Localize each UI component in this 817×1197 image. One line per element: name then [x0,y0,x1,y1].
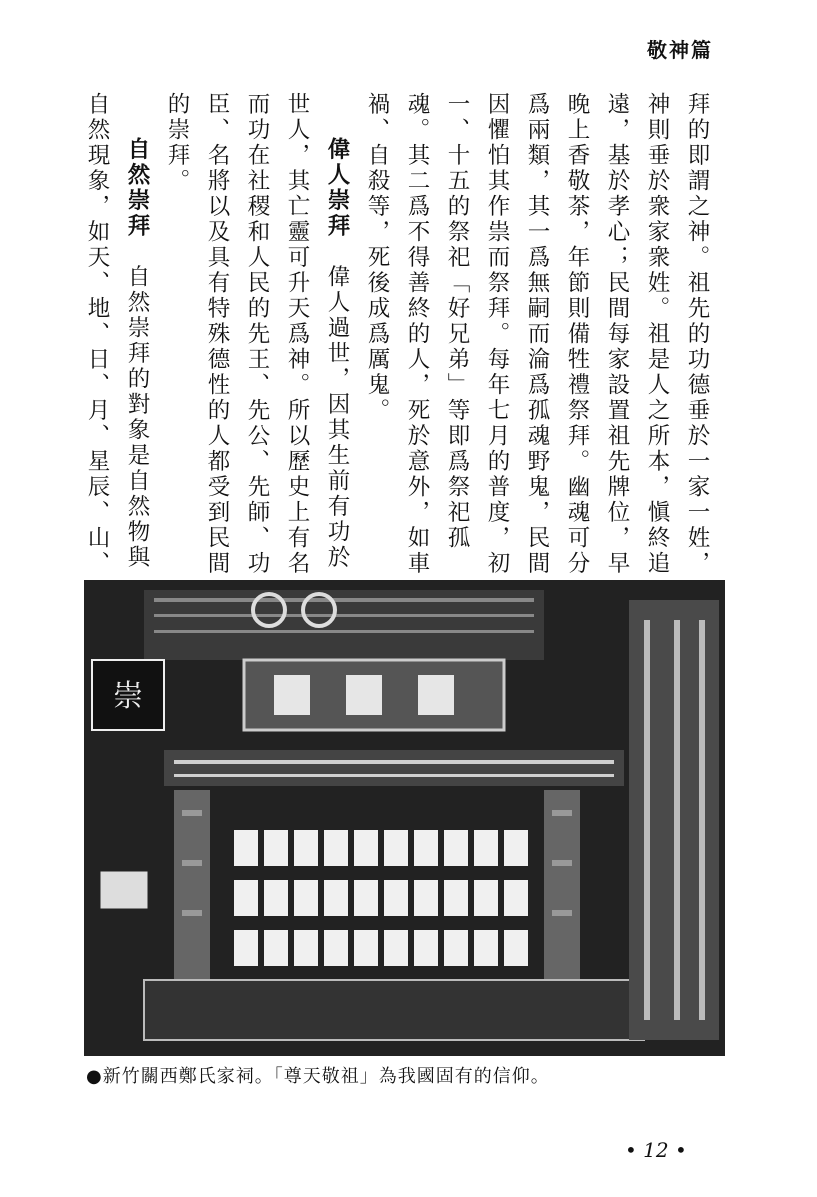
paragraph-nature [77,92,157,584]
paragraph-great-men [157,92,357,584]
heading-nature: 自然崇拜 [124,137,150,239]
paragraph-ancestors: 拜的即謂之神。祖先的功德垂於一家一姓，神則垂於衆家衆姓。祖是人之所本，愼終追遠，基於孝心；民間每家設置祖先牌位，早晚上香敬茶，年節則備牲禮祭拜。幽魂可分爲兩類，其一爲無嗣而淪爲孤魂野鬼，民間因懼怕其作祟而祭拜。每年七月的普度，初一、十五的祭祀「好兄弟」等即爲祭祀孤魂。其二爲不得善終的人，死於意外，如車禍、自殺等，死後成爲厲鬼。 [364,92,710,577]
page-number: • 12 • [625,1138,687,1162]
section-header: 敬神篇 [647,38,713,62]
ancestral-shrine-photo [84,580,725,1056]
photo-caption: ●新竹關西鄭氏家祠。「尊天敬祖」為我國固有的信仰。 [86,1066,550,1087]
paragraph-great-men-text: 偉人過世，因其生前有功於世人，其亡靈可升天爲神。所以歷史上有名而功在社稷和人民的先王、先公、先師、功臣、名將以及具有特殊德性的人都受到民間的崇拜。 [164,92,350,577]
sign-character: 崇 [113,679,143,714]
body-text [84,92,717,584]
paragraph-nature-text: 自然崇拜的對象是自然物與自然現象，如天、地、日、月、星辰、山、 [84,92,150,577]
heading-great-men: 偉人崇拜 [324,137,350,239]
